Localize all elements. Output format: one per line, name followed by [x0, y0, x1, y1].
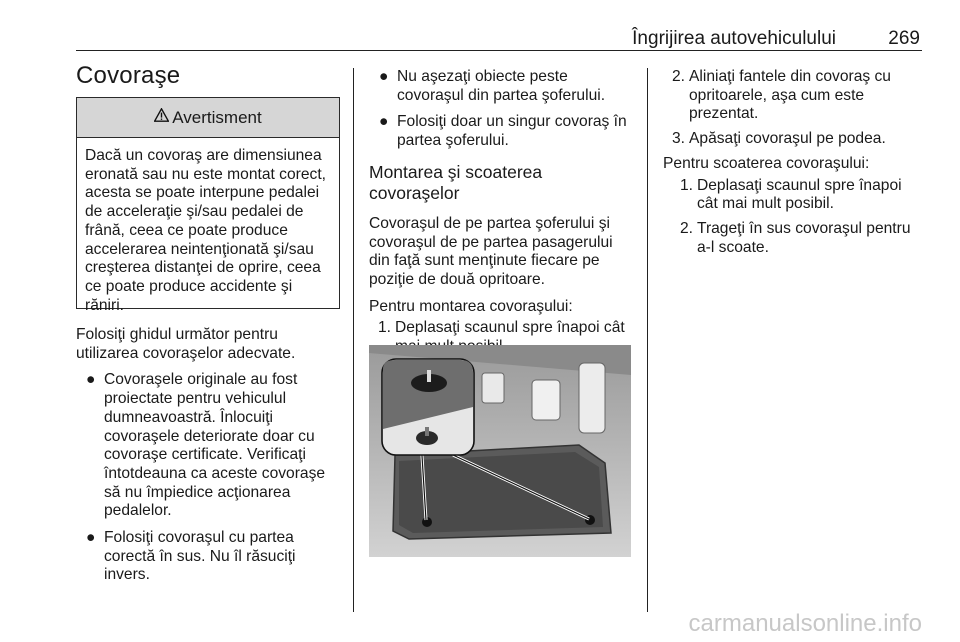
step-text: Deplasaţi scaunul spre înapoi cât mai mult posibil. [697, 176, 902, 213]
bullet-text: Folosiţi covoraşul cu partea corectă în sus. Nu îl răsuciţi invers. [104, 529, 296, 584]
list-item: 1. Deplasaţi scaunul spre înapoi cât mai mult posibil. [679, 176, 902, 213]
list-item: 1. Deplasaţi scaunul spre înapoi cât [369, 319, 633, 356]
column-1 [76, 326, 338, 585]
bullet-text: Folosiţi doar un singur covoraş în partea şoferului. [397, 113, 627, 150]
list-item: ● Folosiţi doar un singur covoraş în partea şoferului. [379, 113, 627, 150]
bullet-text: Covoraşele originale au fost proiectate pentru vehiculul dumneavoastră. Înlocuiţi covoraşele deteriorate doar cu covoraşe certificate. Verificaţi întotdeauna ca aceste covoraşe să nu împiedice acţionarea pedalelor. [104, 371, 326, 520]
column-2 [369, 68, 633, 357]
warning-text: Dacă un covoraş are dimensiunea eronată sau nu este montat corect, acesta se poate interpune pedalei de acceleraţie şi/sau pedalei de frână, ceea ce poate produce accelerarea neintenţionată şi/sau creşterea distanţei de oprire, ceea ce poate produce accidente şi răniri. [85, 147, 326, 314]
page-number: 269 [888, 28, 920, 49]
chapter-title: Îngrijirea autovehiculului [632, 28, 836, 49]
list-item: ● Nu aşezaţi obiecte peste covoraşul din partea şoferului. [379, 68, 606, 104]
paragraph: Covoraşul de pe partea şoferului şi covoraşul de pe partea pasagerului din faţă sunt menţinute fiecare pe poziţie de două opritoare. [369, 214, 613, 288]
page-header [76, 16, 922, 51]
warning-box [76, 97, 340, 314]
step-text: Deplasaţi scaunul spre înapoi cât [395, 319, 625, 337]
warning-heading: Avertisment [172, 107, 262, 127]
page-title: Covoraşe [76, 62, 181, 89]
watermark: carmanualsonline.info [688, 610, 922, 637]
list-item: 2. Aliniaţi fantele din covoraş cu opritoarele, aşa cum este prezentat. [671, 68, 891, 123]
list-item: 3. Apăsaţi covoraşul pe podea. [671, 130, 886, 148]
list-item: 2. Trageţi în sus covoraşul pentru a-l scoate. [679, 219, 911, 256]
column-divider-2 [647, 68, 648, 612]
warning-triangle-icon [154, 108, 169, 126]
column-divider-1 [353, 68, 354, 612]
paragraph: Pentru scoaterea covoraşului: [663, 154, 870, 172]
step-text: Apăsaţi covoraşul pe podea. [689, 130, 886, 148]
list-item: ● Covoraşele originale au fost proiectate pentru vehiculul dumneavoastră. Înlocuiţi covoraşele deteriorate doar cu covoraşe certificate. Verificaţi întotdeauna ca aceste covoraşe să nu împiedice acţionarea pedalelor. [86, 371, 326, 520]
intro-paragraph: Folosiţi ghidul următor pentru utilizarea covoraşelor adecvate. [76, 326, 296, 362]
paragraph: Pentru montarea covoraşului: [369, 297, 573, 315]
step-text: Trageţi în sus covoraşul pentru a-l scoate. [697, 219, 911, 256]
step-text: Aliniaţi fantele din covoraş cu opritoarele, aşa cum este prezentat. [689, 68, 891, 123]
floor-mat-illustration [369, 345, 631, 557]
section-subheading: Montarea şi scoaterea covoraşelor [369, 161, 543, 203]
column-3 [663, 68, 925, 257]
warning-header [77, 98, 339, 138]
list-item: ● Folosiţi covoraşul cu partea corectă în sus. Nu îl răsuciţi invers. [86, 529, 296, 584]
bullet-text: Nu aşezaţi obiecte peste covoraşul din partea şoferului. [397, 68, 606, 104]
floor-mat-drawing [369, 345, 631, 557]
